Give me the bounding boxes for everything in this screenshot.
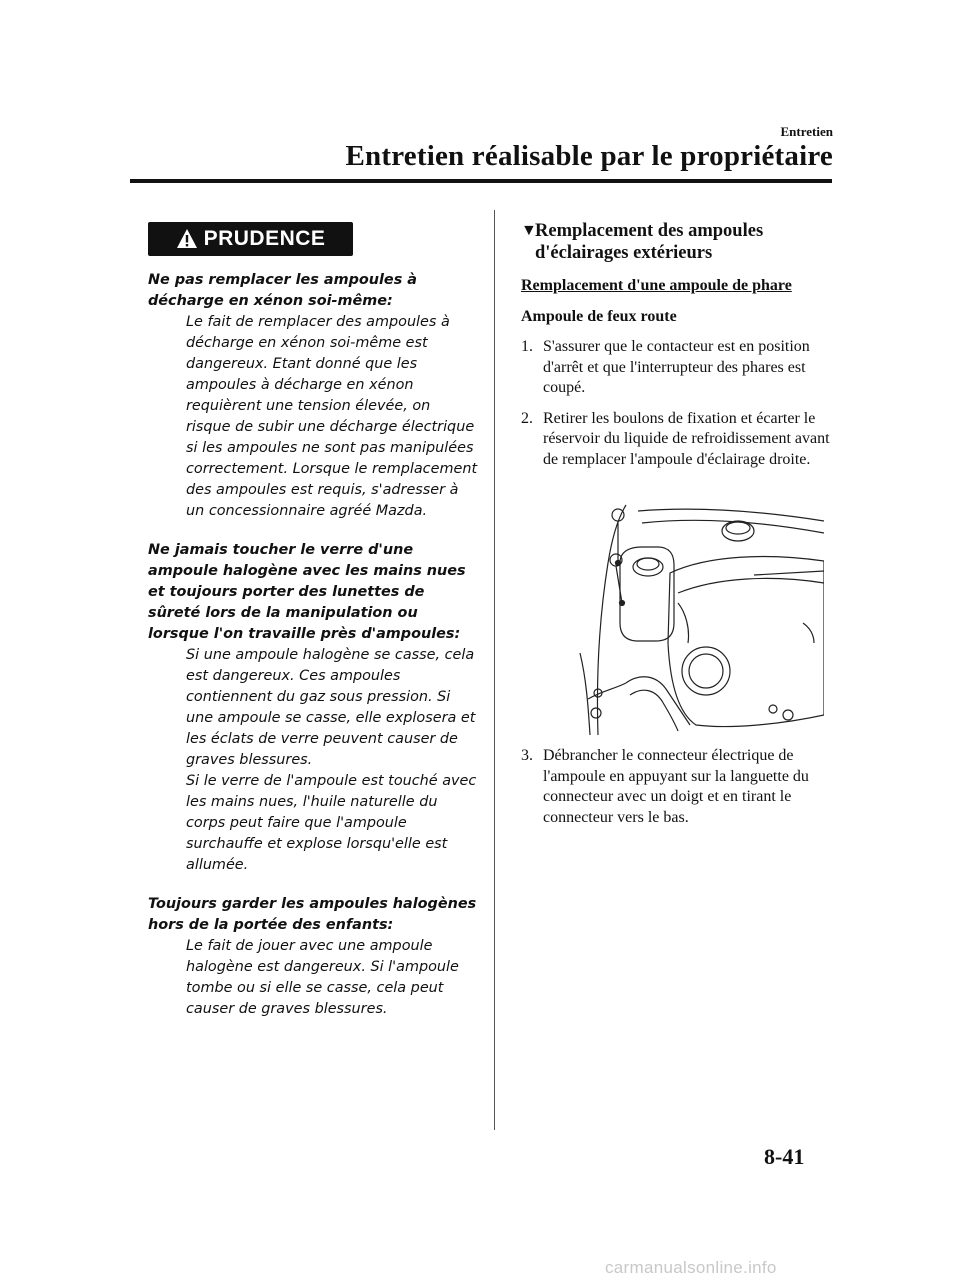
subsubheading: Ampoule de feux route bbox=[521, 307, 677, 325]
header-divider bbox=[130, 179, 832, 183]
step-text: Débrancher le connecteur électrique de l'ampoule en appuyant sur la languette du connecteur avec un doigt et en tirant le connecteur vers le bas. bbox=[543, 747, 809, 826]
step-number: 1. bbox=[521, 338, 533, 355]
warning-icon bbox=[176, 228, 198, 250]
step-text: S'assurer que le contacteur est en position d'arrêt et que l'interrupteur des phares est coupé. bbox=[543, 338, 810, 396]
triangle-marker-icon: ▼ bbox=[521, 222, 537, 239]
warning-paragraph: Si une ampoule halogène se casse, cela est dangereux. Ces ampoules contiennent du gaz sous pression. Si une ampoule se casse, elle explosera et les éclats de verre peuvent causer de graves blessures. bbox=[186, 647, 476, 768]
section-title-text: Remplacement des ampoules d'éclairages extérieurs bbox=[535, 221, 764, 263]
warning-banner bbox=[148, 222, 353, 256]
step-item bbox=[521, 746, 836, 838]
step-number: 3. bbox=[521, 747, 533, 764]
warning-body bbox=[148, 312, 478, 522]
warning-column bbox=[148, 222, 478, 1038]
step-item bbox=[521, 337, 836, 399]
watermark: carmanualsonline.info bbox=[605, 1258, 777, 1277]
warning-body bbox=[148, 936, 478, 1020]
procedure-column bbox=[521, 220, 836, 480]
step-text: Retirer les boulons de fixation et écarter le réservoir du liquide de refroidissement avant de remplacer l'ampoule d'éclairage droite. bbox=[543, 409, 830, 468]
warning-item bbox=[148, 270, 478, 522]
warning-heading: Ne pas remplacer les ampoules à décharge en xénon soi-même: bbox=[148, 272, 417, 309]
section-label: Entretien bbox=[780, 124, 833, 139]
warning-heading: Ne jamais toucher le verre d'une ampoule halogène avec les mains nues et toujours porter des lunettes de sûreté lors de la manipulation ou lorsque l'on travaille près d'ampoules: bbox=[148, 542, 466, 642]
warning-body bbox=[148, 645, 478, 876]
step-item bbox=[521, 409, 836, 471]
warning-paragraph: Le fait de remplacer des ampoules à décharge en xénon soi-même est dangereux. Etant donné que les ampoules à décharge en xénon requièrent une tension élevée, on risque de subir une décharge électrique si les ampoules ne sont pas manipulées correctement. Lorsque le remplacement des ampoules est requis, s'adresser à un concessionnaire agréé Mazda. bbox=[186, 314, 478, 519]
step-number: 2. bbox=[521, 409, 533, 427]
warning-label: PRUDENCE bbox=[203, 227, 326, 250]
column-divider bbox=[494, 210, 495, 1130]
warning-heading: Toujours garder les ampoules halogènes hors de la portée des enfants: bbox=[148, 896, 477, 933]
warning-item bbox=[148, 540, 478, 876]
subheading: Remplacement d'une ampoule de phare bbox=[521, 277, 792, 294]
page-number: 8-41 bbox=[764, 1144, 805, 1169]
page-title: Entretien réalisable par le propriétaire bbox=[345, 140, 833, 172]
warning-item bbox=[148, 894, 478, 1020]
warning-paragraph: Si le verre de l'ampoule est touché avec les mains nues, l'huile naturelle du corps peut faire que l'ampoule surchauffe et explose lorsqu'elle est allumée. bbox=[186, 773, 477, 873]
warning-paragraph: Le fait de jouer avec une ampoule halogène est dangereux. Si l'ampoule tombe ou si elle se casse, cela peut causer de graves blessures. bbox=[186, 938, 459, 1017]
engine-bay-illustration bbox=[578, 503, 824, 735]
section-title bbox=[521, 220, 836, 264]
